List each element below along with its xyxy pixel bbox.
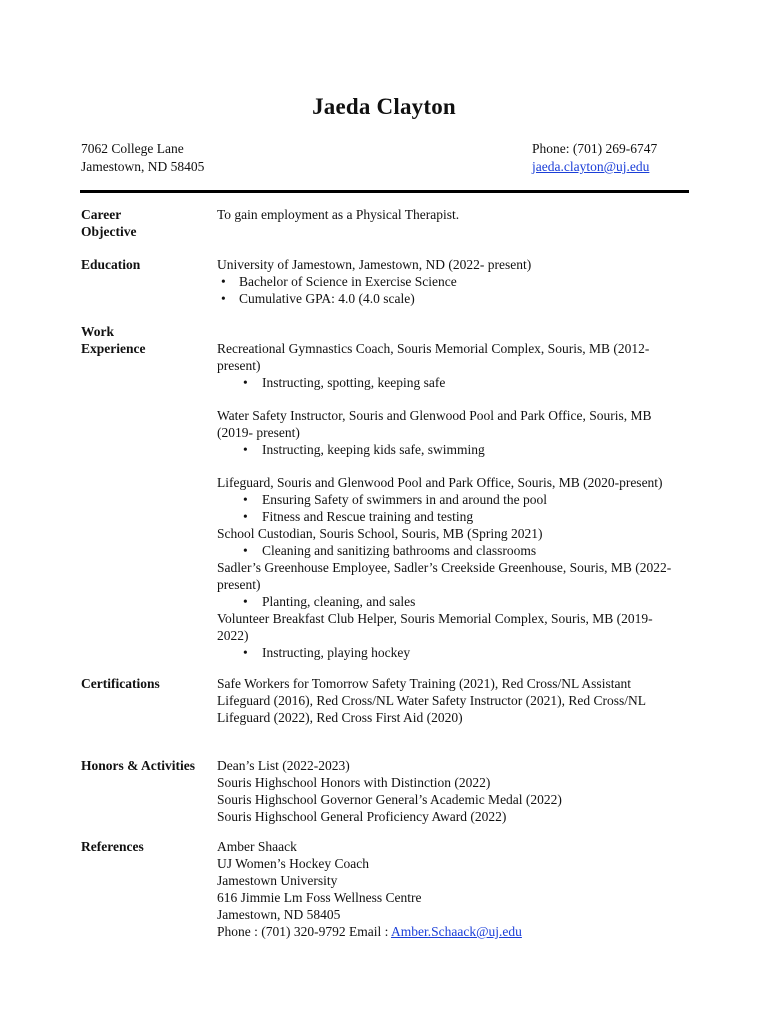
- job-title: Lifeguard, Souris and Glenwood Pool and Park Office, Souris, MB (2020-present): [217, 475, 663, 490]
- address-line-1: 7062 College Lane: [81, 141, 184, 156]
- reference-contact: [217, 923, 687, 940]
- certifications-text: Safe Workers for Tomorrow Safety Training (2021), Red Cross/NL Assistant Lifeguard (2016), Red Cross/NL Water Safety Instructor (2021), Red Cross/NL Lifeguard (2022), Red Cross First Aid (2020): [217, 676, 646, 725]
- objective-text: To gain employment as a Physical Therapist.: [217, 207, 460, 222]
- objective-label-line1: Career: [81, 207, 122, 222]
- education-section: [217, 256, 687, 307]
- reference-email-link[interactable]: Amber.Schaack@uj.edu: [390, 924, 522, 939]
- honors-label: Honors & Activities: [81, 758, 195, 773]
- education-school: University of Jamestown, Jamestown, ND (2022- present): [217, 257, 532, 272]
- header-divider: [80, 190, 689, 193]
- references-label: References: [81, 839, 144, 854]
- contact-block: [532, 140, 657, 176]
- reference-address-1: 616 Jimmie Lm Foss Wellness Centre: [217, 890, 422, 905]
- objective-label-line2: Objective: [81, 224, 137, 239]
- education-item: • Cumulative GPA: 4.0 (4.0 scale): [217, 290, 687, 307]
- reference-address-2: Jamestown, ND 58405: [217, 907, 341, 922]
- work-label-line1: Work: [81, 324, 115, 339]
- job-title: Recreational Gymnastics Coach, Souris Memorial Complex, Souris, MB (2012- present): [217, 341, 650, 373]
- objective-label: [81, 206, 211, 240]
- reference-name: Amber Shaack: [217, 839, 297, 854]
- job-title: Sadler’s Greenhouse Employee, Sadler’s Creekside Greenhouse, Souris, MB (2022- present): [217, 560, 672, 592]
- job-title: Volunteer Breakfast Club Helper, Souris Memorial Complex, Souris, MB (2019- 2022): [217, 611, 653, 643]
- work-section: [217, 340, 687, 661]
- certifications-label: Certifications: [81, 676, 160, 691]
- reference-title: UJ Women’s Hockey Coach: [217, 856, 370, 871]
- address-line-2: Jamestown, ND 58405: [81, 159, 205, 174]
- honor-item: Souris Highschool General Proficiency Award (2022): [217, 809, 507, 824]
- job-duty: • Instructing, playing hockey: [217, 644, 687, 661]
- job-duty: • Cleaning and sanitizing bathrooms and classrooms: [217, 542, 687, 559]
- reference-org: Jamestown University: [217, 873, 338, 888]
- address-block: [81, 140, 204, 176]
- honor-item: Souris Highschool Honors with Distinction (2022): [217, 775, 491, 790]
- phone-text: Phone: (701) 269-6747: [532, 141, 658, 156]
- work-label-line2: Experience: [81, 341, 146, 356]
- job-title: School Custodian, Souris School, Souris, MB (Spring 2021): [217, 526, 543, 541]
- email-link[interactable]: jaeda.clayton@uj.edu: [532, 159, 650, 174]
- job-duty: • Planting, cleaning, and sales: [217, 593, 687, 610]
- job-duty: • Instructing, spotting, keeping safe: [217, 374, 687, 391]
- honor-item: Dean’s List (2022-2023): [217, 758, 350, 773]
- job-duty: • Ensuring Safety of swimmers in and around the pool: [217, 491, 687, 508]
- job-duty: • Instructing, keeping kids safe, swimming: [217, 441, 687, 458]
- work-label: [81, 323, 211, 357]
- honor-item: Souris Highschool Governor General’s Academic Medal (2022): [217, 792, 562, 807]
- education-item: • Bachelor of Science in Exercise Science: [217, 273, 687, 290]
- job-title: Water Safety Instructor, Souris and Glenwood Pool and Park Office, Souris, MB (2019- present): [217, 408, 652, 440]
- page-title: Jaeda Clayton: [312, 94, 456, 119]
- references-section: [217, 838, 687, 940]
- honors-section: [217, 757, 687, 825]
- job-duty: • Fitness and Rescue training and testing: [217, 508, 687, 525]
- education-label: Education: [81, 257, 141, 272]
- reference-phone: Phone : (701) 320-9792 Email :: [217, 924, 391, 939]
